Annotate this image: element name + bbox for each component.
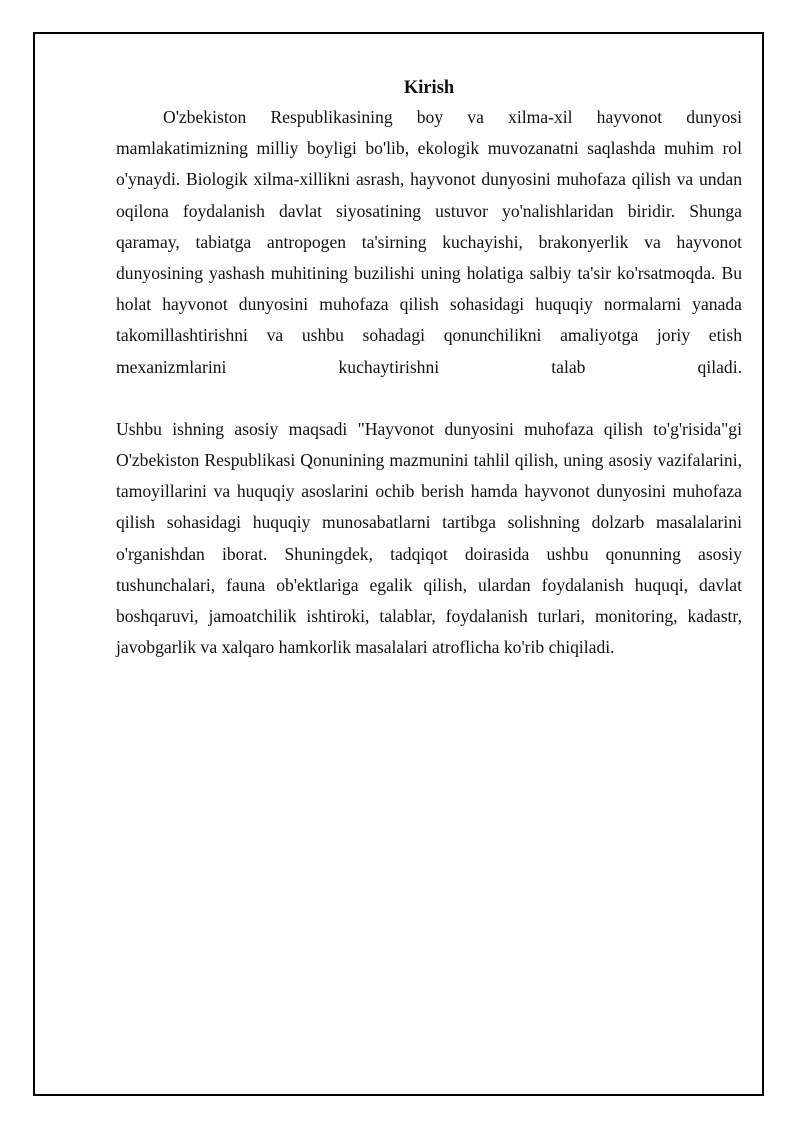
section-title: Kirish	[403, 78, 455, 98]
paragraph-introduction: O'zbekiston Respublikasining boy va xilma-xil hayvonot dunyosi mamlakatimizning milliy boyligi bo'lib, ekologik muvozanatni saqlashda muhim rol o'ynaydi. Biologik xilma-xillikni asrash, hayvonot dunyosini muhofaza qilish va undan oqilona foydalanish davlat siyosatining ustuvor yo'nalishlaridan biridir. Shunga qaramay, tabiatga antropogen ta'sirning kuchayishi, brakonyerlik va hayvonot dunyosining yashash muhitining buzilishi uning holatiga salbiy ta'sir ko'rsatmoqda. Bu holat hayvonot dunyosini muhofaza qilish sohasidagi huquqiy normalarni yanada takomillashtirishni va ushbu sohadagi qonunchilikni amaliyotga joriy etish mexanizmlarini kuchaytirishni talab qiladi.	[116, 107, 742, 377]
document-body	[116, 74, 742, 663]
paragraph-purpose: Ushbu ishning asosiy maqsadi "Hayvonot dunyosini muhofaza qilish to'g'risida"gi O'zbekiston Respublikasi Qonunining mazmunini tahlil qilish, uning asosiy vazifalarini, tamoyillarini va huquqiy asoslarini ochib berish hamda hayvonot dunyosini muhofaza qilish sohasidagi huquqiy munosabatlarni tartibga solishning dolzarb masalalarini o'rganishdan iborat. Shuningdek, tadqiqot doirasida ushbu qonunning asosiy tushunchalari, fauna ob'ektlariga egalik qilish, ulardan foydalanish huquqi, davlat boshqaruvi, jamoatchilik ishtiroki, talablar, foydalanish turlari, monitoring, kadastr, javobgarlik va xalqaro hamkorlik masalalari atroflicha ko'rib chiqiladi.	[116, 418, 742, 658]
